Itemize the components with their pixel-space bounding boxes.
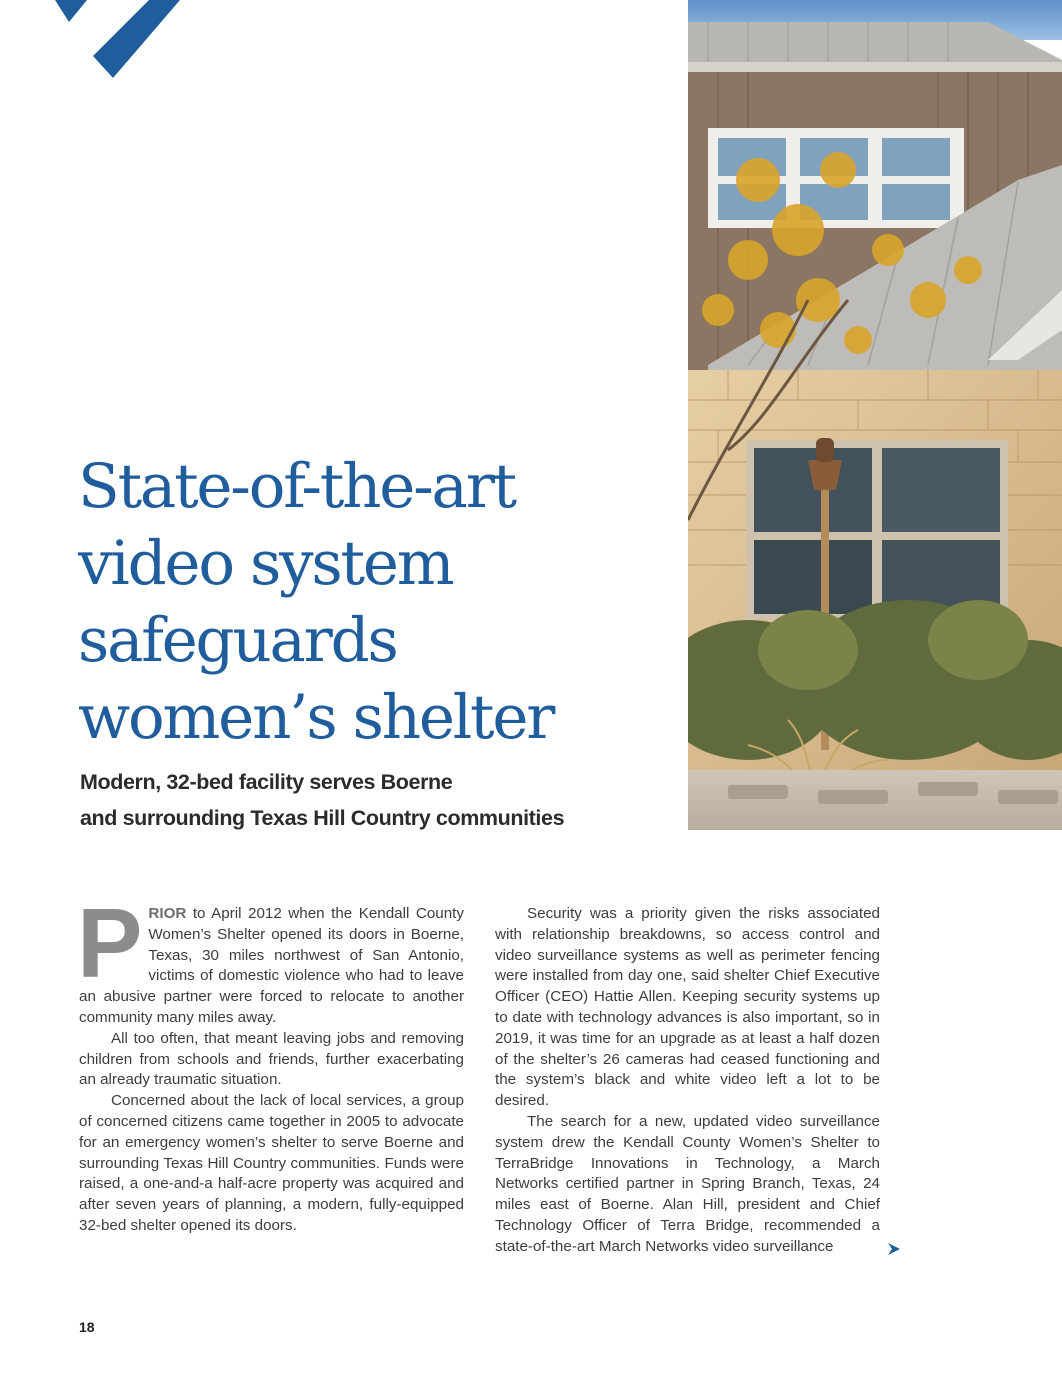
headline-line: video system	[78, 528, 453, 599]
drop-cap: P	[77, 888, 143, 998]
headline-line: State-of-the-art	[78, 451, 515, 522]
article-column-left	[77, 888, 464, 1237]
headline-line: women’s shelter	[78, 682, 554, 753]
shelter-building-photo	[688, 0, 1062, 830]
article-subhead	[80, 764, 640, 836]
page-number: 18	[79, 1319, 95, 1335]
paragraph: Security was a priority given the risks associated with relationship breakdowns, so access control and video surveillance systems as well as perimeter fencing were installed from day one, said shelter Chief Executive Officer (CEO) Hattie Allen. Keeping security systems up to date with technology advances is also important, so in 2019, it was time for an upgrade as at least a half dozen of the shelter’s 26 cameras had ceased functioning and the system’s black and white video left a lot to be desired.	[495, 905, 880, 1110]
paragraph: The search for a new, updated video surveillance system drew the Kendall County Women’s Shelter to TerraBridge Innovations in Technology, a March Networks certified partner in Spring Branch, Texas, 24 miles east of Boerne. Alan Hill, president and Chief Technology Officer of Terra Bridge, recommended a state-of-the-art March Networks video surveillance	[495, 1112, 880, 1255]
paragraph: All too often, that meant leaving jobs and removing children from schools and friends, further exacerbating an already traumatic situation.	[79, 1029, 464, 1089]
subhead-line: and surrounding Texas Hill Country communities	[80, 806, 565, 830]
headline-line: safeguards	[78, 605, 397, 676]
chevron-right-icon	[886, 1241, 902, 1257]
article-headline	[78, 448, 638, 756]
paragraph: Concerned about the lack of local services, a group of concerned citizens came together in 2005 to advocate for an emergency women’s shelter to serve Boerne and surrounding Texas Hill Country communities. Funds were raised, a one-and-a half-acre property was acquired and after seven years of planning, a modern, fully-equipped 32-bed shelter opened its doors.	[79, 1092, 464, 1234]
lead-in: RIOR	[148, 905, 187, 922]
brand-chevron-logo	[55, 0, 180, 80]
paragraph	[77, 888, 464, 1029]
article-column-right	[495, 904, 880, 1258]
subhead-line: Modern, 32-bed facility serves Boerne	[80, 770, 453, 794]
paragraph-text: to April 2012 when the Kendall County Women’s Shelter opened its doors in Boerne, Texas, 30 miles northwest of San Antonio, victims of domestic violence who had to leave an abusive partner were forced to relocate to another community many miles away.	[79, 905, 464, 1026]
